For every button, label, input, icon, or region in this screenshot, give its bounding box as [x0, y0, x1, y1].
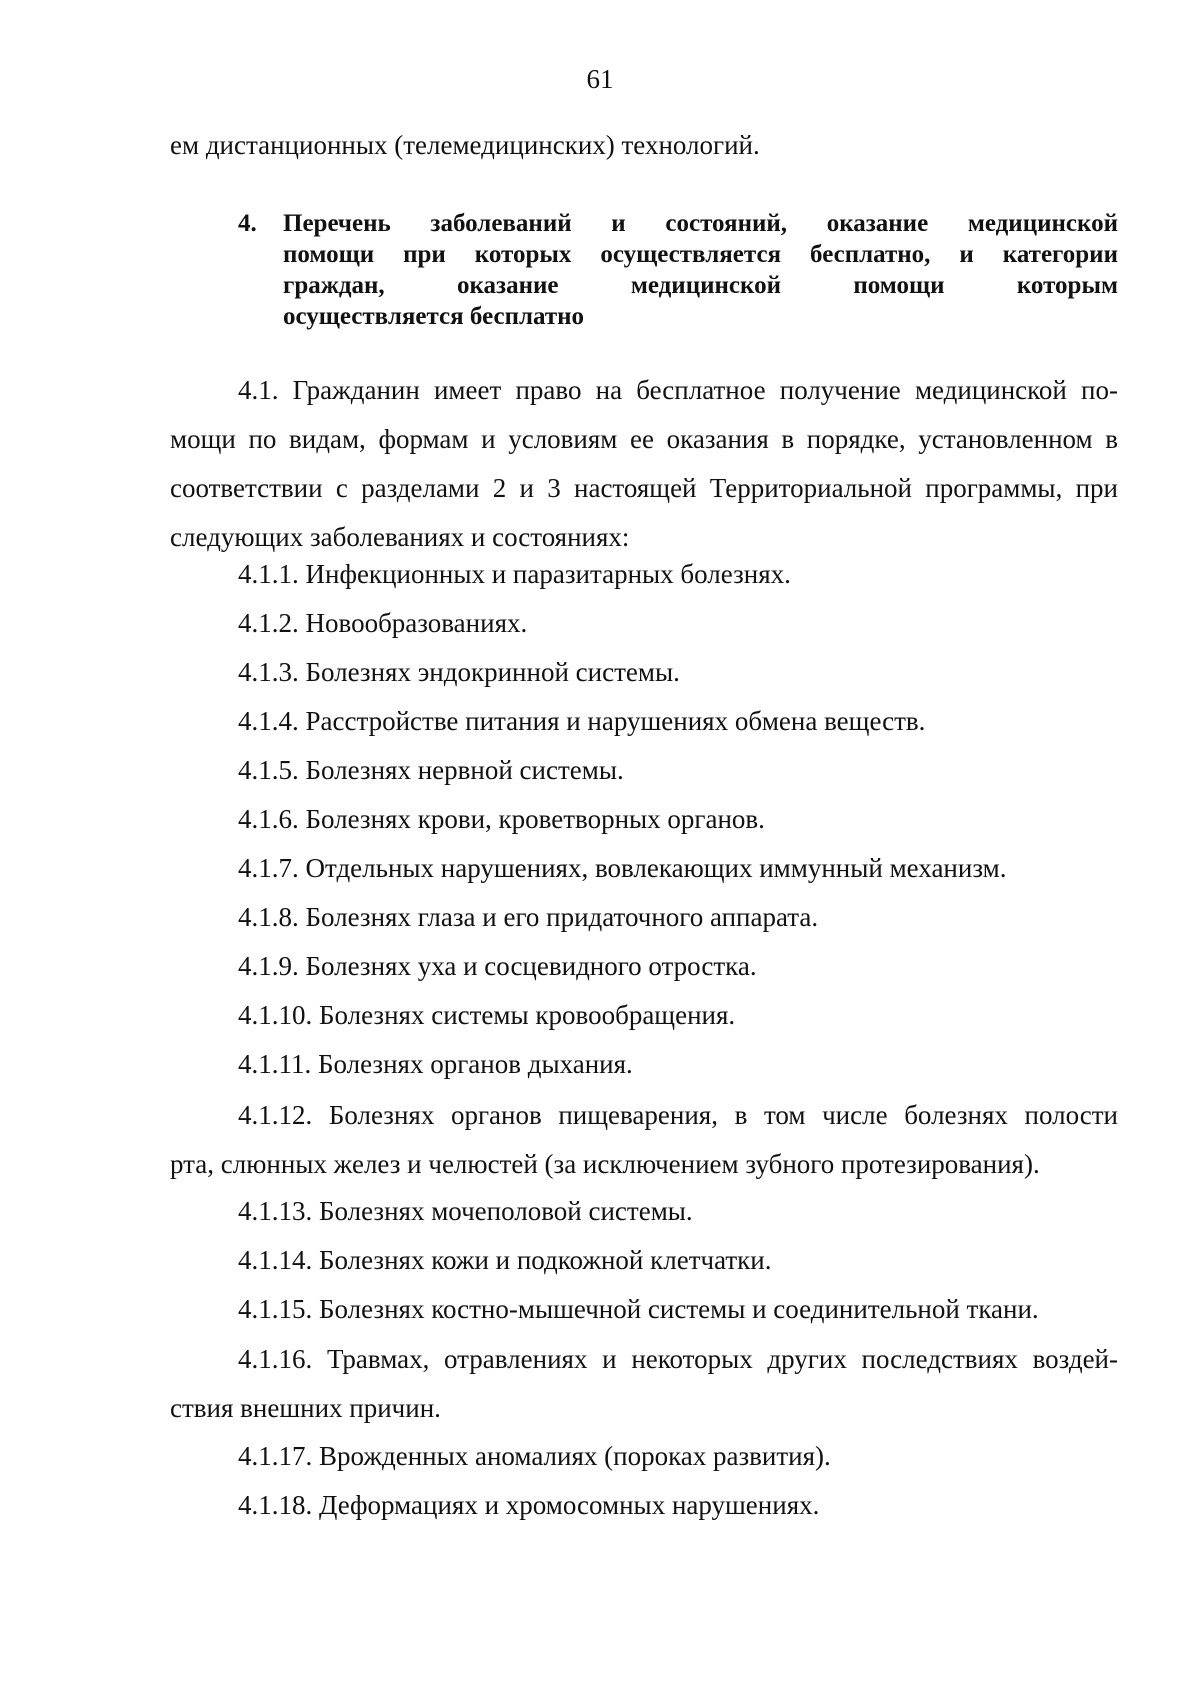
paragraph-line: ствия внешних причин. — [170, 1393, 441, 1423]
section-title — [283, 208, 1118, 332]
list-item: 4.1.5. Болезнях нервной системы. — [238, 755, 624, 785]
list-item: 4.1.18. Деформациях и хромосомных нарушениях. — [238, 1490, 820, 1520]
section-title-line: граждан, оказание медицинской помощи которым — [283, 272, 1118, 299]
list-item: 4.1.3. Болезнях эндокринной системы. — [238, 657, 680, 687]
list-item: 4.1.8. Болезнях глаза и его придаточного аппарата. — [238, 902, 819, 932]
paragraph-line: соответствии с разделами 2 и 3 настоящей Территориальной программы, при — [170, 473, 1118, 503]
list-item: 4.1.6. Болезнях крови, кроветворных органов. — [238, 804, 765, 834]
continuation-line: ем дистанционных (телемедицинских) технологий. — [170, 130, 760, 160]
paragraph-line: 4.1.12. Болезнях органов пищеварения, в том числе болезнях полости — [238, 1100, 1118, 1130]
page-number: 61 — [586, 64, 614, 94]
list-item-multiline — [170, 1335, 1118, 1433]
intro-paragraph — [170, 366, 1118, 562]
paragraph-line: рта, слюнных желез и челюстей (за исключением зубного протезирования). — [170, 1149, 1040, 1179]
list-item: 4.1.13. Болезнях мочеполовой системы. — [238, 1196, 693, 1226]
paragraph-line: 4.1.16. Травмах, отравлениях и некоторых других последствиях воздей- — [238, 1344, 1118, 1374]
paragraph-line: следующих заболеваниях и состояниях: — [170, 522, 630, 552]
list-item: 4.1.14. Болезнях кожи и подкожной клетчатки. — [238, 1245, 772, 1275]
list-item-multiline — [170, 1091, 1118, 1189]
section-title-line: осуществляется бесплатно — [283, 303, 585, 330]
section-title-line: Перечень заболеваний и состояний, оказание медицинской — [283, 210, 1118, 237]
list-item: 4.1.7. Отдельных нарушениях, вовлекающих иммунный механизм. — [238, 853, 1007, 883]
list-item: 4.1.15. Болезнях костно-мышечной системы и соединительной ткани. — [238, 1294, 1039, 1324]
list-item: 4.1.10. Болезнях системы кровообращения. — [238, 1000, 736, 1030]
section-title-line: помощи при которых осуществляется бесплатно, и категории — [283, 241, 1118, 268]
list-item: 4.1.2. Новообразованиях. — [238, 608, 528, 638]
list-item: 4.1.17. Врожденных аномалиях (пороках развития). — [238, 1441, 831, 1471]
list-item: 4.1.9. Болезнях уха и сосцевидного отростка. — [238, 951, 757, 981]
paragraph-line: мощи по видам, формам и условиям ее оказания в порядке, установленном в — [170, 424, 1118, 454]
paragraph-line: 4.1. Гражданин имеет право на бесплатное получение медицинской по- — [238, 375, 1118, 405]
list-item: 4.1.4. Расстройстве питания и нарушениях обмена веществ. — [238, 706, 926, 736]
section-number: 4. — [238, 210, 257, 237]
list-item: 4.1.11. Болезнях органов дыхания. — [238, 1049, 633, 1079]
list-item: 4.1.1. Инфекционных и паразитарных болезнях. — [238, 559, 791, 589]
